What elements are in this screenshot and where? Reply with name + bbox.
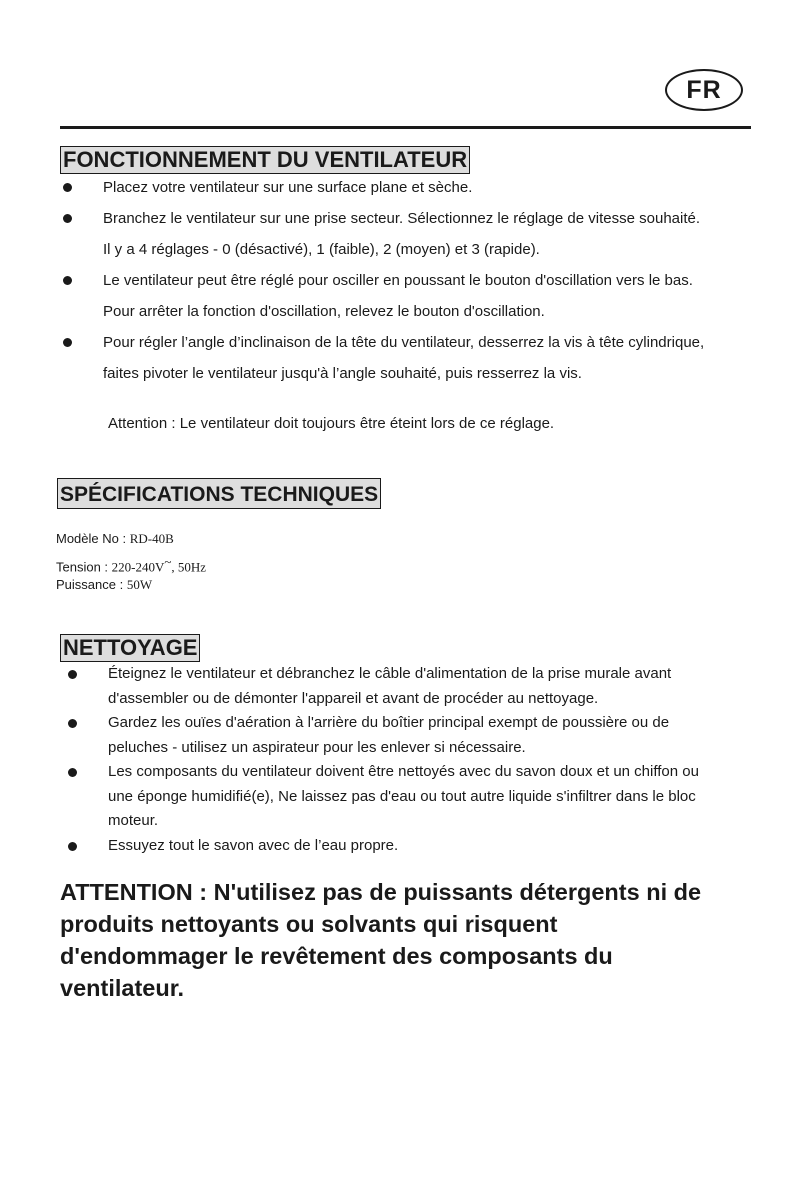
list-item: Éteignez le ventilateur et débranchez le câble d'alimentation de la prise murale avant d'assembler ou de démonter l'appareil et avant de procéder au nettoyage. [108,662,768,711]
adjustment-note: Attention : Le ventilateur doit toujours être éteint lors de ce réglage. [108,415,555,432]
list-item: Placez votre ventilateur sur une surface plane et sèche. [103,172,763,203]
bullet-icon [63,338,72,347]
nettoyage-list [108,662,768,858]
language-badge: FR [665,69,743,111]
bullet-icon [68,670,77,679]
spec-tension: Tension : 220-240V~, 50Hz [56,554,207,575]
bullet-icon [63,183,72,192]
bullet-icon [63,214,72,223]
section-title-specifications: SPÉCIFICATIONS TECHNIQUES [57,478,381,509]
list-item: Le ventilateur peut être réglé pour osciller en poussant le bouton d'oscillation vers le bas. Pour arrêter la fonction d'oscillation, relevez le bouton d'oscillation. [103,265,763,327]
bullet-icon [68,842,77,851]
section-title-nettoyage: NETTOYAGE [60,634,200,662]
header-rule [60,126,751,129]
bullet-icon [68,719,77,728]
cleaning-warning: ATTENTION : N'utilisez pas de puissants détergents ni de produits nettoyants ou solvants qui risquent d'endommager le revêtement des composants du ventilateur. [60,879,702,1001]
spec-power: Puissance : 50W [56,577,153,592]
section-title-fonctionnement: FONCTIONNEMENT DU VENTILATEUR [60,146,470,174]
spec-model: Modèle No : RD-40B [56,531,174,546]
list-item: Les composants du ventilateur doivent être nettoyés avec du savon doux et un chiffon ou une éponge humidifié(e), Ne laissez pas d'eau ou tout autre liquide s'infiltrer dans le bloc moteur. [108,760,768,834]
list-item: Essuyez tout le savon avec de l’eau propre. [108,834,768,859]
bullet-icon [68,768,77,777]
bullet-icon [63,276,72,285]
fonctionnement-list [103,172,763,389]
list-item: Pour régler l’angle d’inclinaison de la tête du ventilateur, desserrez la vis à tête cylindrique, faites pivoter le ventilateur jusqu'à l’angle souhaité, puis resserrez la vis. [103,327,763,389]
list-item: Gardez les ouïes d'aération à l'arrière du boîtier principal exempt de poussière ou de peluches - utilisez un aspirateur pour les enlever si nécessaire. [108,711,768,760]
list-item: Branchez le ventilateur sur une prise secteur. Sélectionnez le réglage de vitesse souhaité. Il y a 4 réglages - 0 (désactivé), 1 (faible), 2 (moyen) et 3 (rapide). [103,203,763,265]
